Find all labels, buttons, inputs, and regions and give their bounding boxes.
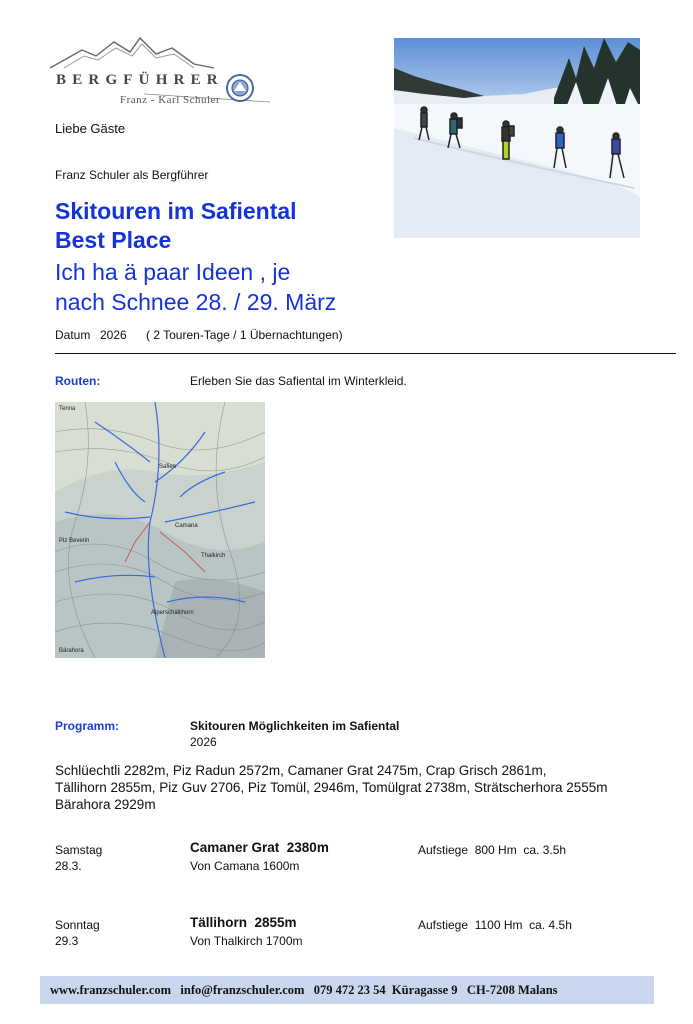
headline-line-4: nach Schnee 28. / 29. März	[55, 289, 337, 315]
day2-date: 29.3	[55, 934, 79, 948]
map-label-thalkirch: Thalkirch	[201, 553, 226, 559]
map-label-baerahora: Bärahora	[59, 648, 84, 654]
day2-tour: Tällihorn 2855m	[190, 915, 297, 930]
day2-start: Von Thalkirch 1700m	[190, 934, 303, 948]
headline-line-3: Ich ha ä paar Ideen , je	[55, 259, 291, 285]
logo-brand-text: BERGFÜHRER	[56, 72, 224, 88]
datum-year: 2026	[100, 328, 127, 342]
headline-line-1: Skitouren im Safiental	[55, 198, 297, 224]
greeting-text: Liebe Gäste	[55, 121, 126, 136]
ski-tour-photo	[394, 38, 640, 238]
peaks-line-2: Tällihorn 2855m, Piz Guv 2706, Piz Tomül, 2946m, Tomülgrat 2738m, Strätscherhora 2555m	[55, 780, 608, 795]
programm-title: Skitouren Möglichkeiten im Safiental	[190, 719, 400, 733]
peaks-line-3: Bärahora 2929m	[55, 797, 156, 812]
day1-weekday: Samstag	[55, 843, 103, 857]
section-divider	[55, 353, 676, 354]
day1-start: Von Camana 1600m	[190, 859, 300, 873]
day2-ascent: Aufstiege 1100 Hm ca. 4.5h	[418, 918, 572, 932]
company-logo	[44, 30, 270, 118]
day1-tour: Camaner Grat 2380m	[190, 840, 329, 855]
peaks-list	[55, 762, 608, 813]
datum-label: Datum	[55, 328, 91, 342]
day2-weekday: Sonntag	[55, 918, 100, 932]
day1-ascent: Aufstiege 800 Hm ca. 3.5h	[418, 843, 567, 857]
headline-line-2: Best Place	[55, 227, 172, 253]
headline-bold	[55, 197, 297, 255]
map-label-safien: Safien	[159, 464, 177, 470]
map-label-alperschaellihorn: Alperschällihorn	[151, 610, 194, 616]
headline-regular	[55, 257, 336, 317]
programm-year: 2026	[190, 735, 217, 749]
routen-text: Erleben Sie das Safiental im Winterkleid.	[190, 374, 407, 388]
map-label-tenna: Tenna	[59, 406, 76, 412]
intro-text: Franz Schuler als Bergführer	[55, 168, 209, 182]
footer-contact-bar	[40, 976, 654, 1004]
day1-date: 28.3.	[55, 859, 82, 873]
logo-subtitle: Franz - Karl Schuler	[120, 94, 221, 106]
route-map	[55, 402, 265, 658]
programm-label: Programm:	[55, 719, 120, 733]
peaks-line-1: Schlüechtli 2282m, Piz Radun 2572m, Camaner Grat 2475m, Crap Grisch 2861m,	[55, 763, 547, 778]
footer-contact-text: www.franzschuler.com info@franzschuler.com 079 472 23 54 Küragasse 9 CH-7208 Malans	[50, 982, 558, 997]
map-label-camana: Camana	[175, 523, 198, 529]
routen-label: Routen:	[55, 374, 101, 388]
datum-info: ( 2 Touren-Tage / 1 Übernachtungen)	[146, 328, 343, 342]
map-label-piz-beverin: Piz Beverin	[59, 538, 90, 544]
